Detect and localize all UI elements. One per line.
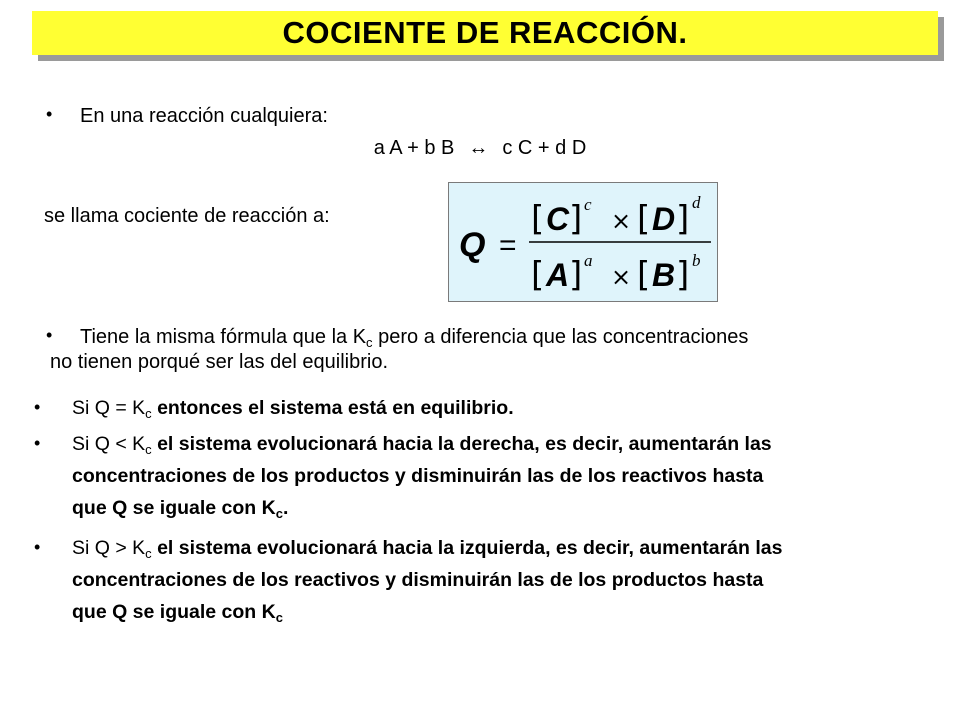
numerator-species-1: C: [546, 201, 570, 237]
denominator-species-1: A: [546, 257, 570, 293]
bracket-close: ]: [569, 255, 583, 295]
equilibrium-arrow-icon: ↔: [468, 137, 489, 159]
bracket-open: [: [637, 199, 651, 239]
equation-products: c C + d D: [502, 137, 587, 159]
equation-reactants: a A + b B: [373, 137, 455, 159]
case-text: concentraciones de los reactivos y disminuirán las de los productos hasta: [72, 569, 764, 591]
denominator-species-2: B: [652, 257, 676, 293]
case-text: el sistema evolucionará hacia la izquierda, es decir, aumentarán las: [157, 537, 783, 559]
bracket-close: ]: [676, 199, 690, 239]
case-condition: Si Q < K: [72, 433, 146, 455]
bracket-open: [: [531, 199, 545, 239]
case-line: [72, 428, 932, 460]
subscript: c: [275, 506, 283, 521]
bracket-close: ]: [676, 255, 690, 295]
case-condition: Si Q = K: [72, 397, 146, 419]
denominator-exponent-1: a: [584, 251, 593, 270]
reaction-quotient-formula: [449, 183, 719, 303]
bracket-open: [: [531, 255, 545, 295]
title-banner: [32, 11, 938, 55]
case-line: [72, 532, 932, 564]
bullet-dot: •: [34, 537, 41, 557]
bullet-dot: •: [46, 325, 53, 345]
bracket-open: [: [637, 255, 651, 295]
case-line: [72, 392, 932, 424]
subscript: c: [145, 546, 152, 561]
note-text: Tiene la misma fórmula que la K: [80, 326, 367, 348]
bracket-close: ]: [569, 199, 583, 239]
numerator-exponent-2: d: [692, 193, 701, 212]
case-text: entonces el sistema está en equilibrio.: [157, 397, 514, 419]
bullet-dot: •: [46, 104, 53, 124]
case-condition: Si Q > K: [72, 537, 146, 559]
note-text: pero a diferencia que las concentraciones: [372, 326, 749, 348]
case-text: concentraciones de los productos y disminuirán las de los reactivos hasta: [72, 465, 764, 487]
case-text: que Q se iguale con K: [72, 601, 276, 623]
bullet-dot: •: [34, 433, 41, 453]
case-text: .: [282, 497, 289, 519]
case-text: que Q se iguale con K: [72, 497, 276, 519]
case-line: [72, 492, 932, 524]
numerator-exponent-1: c: [584, 195, 592, 214]
subscript: c: [366, 335, 373, 350]
denominator-times: ×: [611, 263, 632, 291]
subscript: c: [145, 442, 152, 457]
formula-equals: =: [499, 229, 517, 262]
subscript: c: [275, 610, 283, 625]
case-text: el sistema evolucionará hacia la derecha, es decir, aumentarán las: [157, 433, 772, 455]
definition-text: se llama cociente de reacción a:: [44, 205, 330, 227]
case-line: [72, 596, 932, 628]
formula-box: [448, 182, 718, 302]
formula-q-symbol: Q: [459, 226, 486, 264]
note-line-1: [80, 325, 748, 349]
page-title: COCIENTE DE REACCIÓN.: [282, 15, 688, 50]
case-forward: [72, 428, 932, 524]
reaction-equation: [0, 137, 960, 160]
subscript: c: [145, 406, 152, 421]
numerator-times: ×: [611, 207, 632, 235]
intro-text: En una reacción cualquiera:: [80, 105, 328, 127]
bullet-dot: •: [34, 397, 41, 417]
numerator-species-2: D: [652, 201, 676, 237]
denominator-exponent-2: b: [692, 251, 701, 270]
note-line-2: no tienen porqué ser las del equilibrio.: [50, 351, 388, 373]
case-reverse: [72, 532, 932, 628]
case-equilibrium: [72, 392, 932, 424]
